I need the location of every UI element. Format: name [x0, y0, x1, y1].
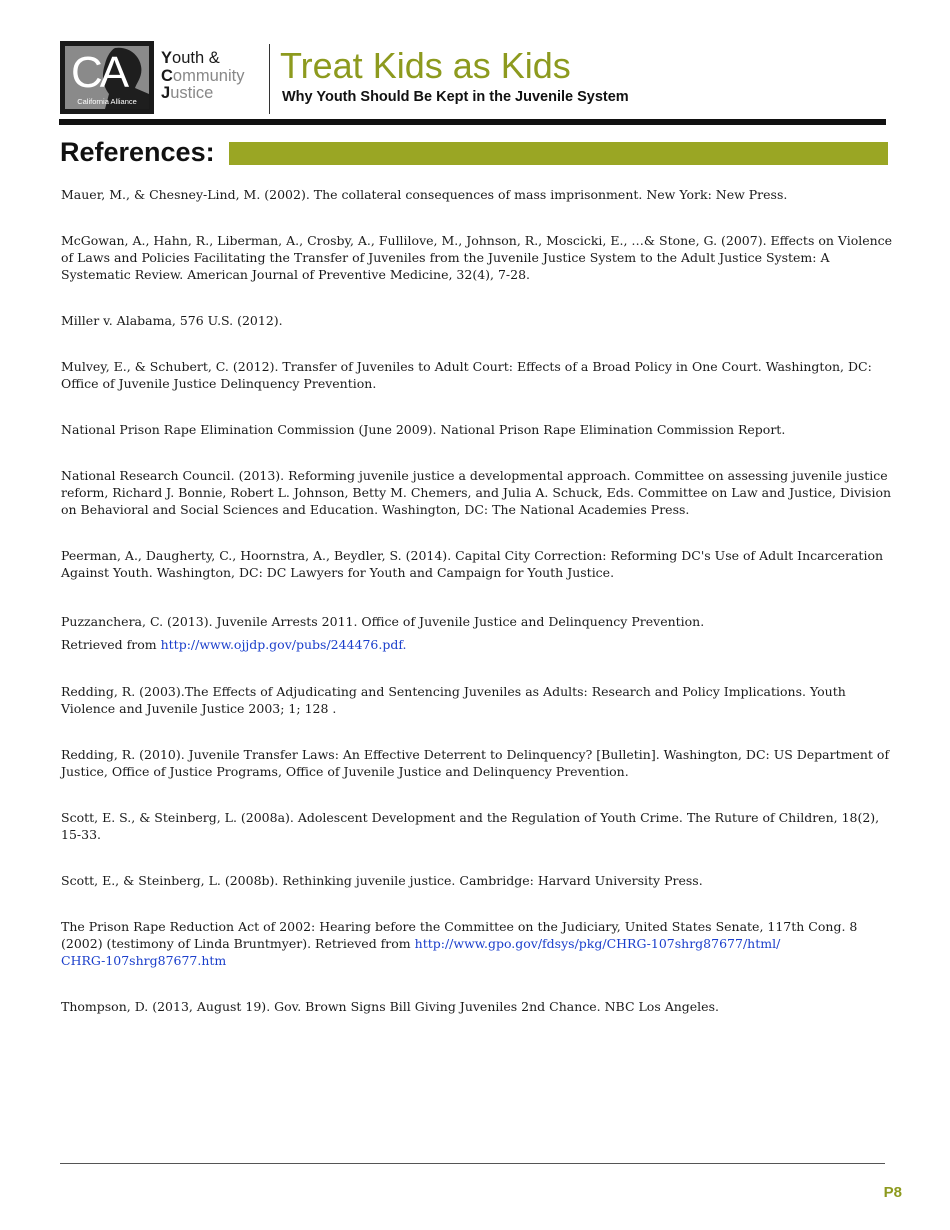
document-title: Treat Kids as Kids	[280, 45, 571, 86]
reference-retrieved: Retrieved from	[61, 637, 161, 652]
org-line-community: ommunity	[172, 66, 245, 85]
reference-text: The Prison Rape Reduction Act of 2002: Hearing before the Committee on the Judiciary, United States Senate, 117th Cong. 8 (2002) (testimony of Linda Bruntmyer). Retrieved from	[61, 919, 858, 951]
reference-item: Mauer, M., & Chesney-Lind, M. (2002). The collateral consequences of mass imprisonment. New York: New Press.	[61, 187, 788, 202]
section-heading: References:	[60, 137, 215, 167]
logo-letters: CA	[71, 48, 127, 97]
reference-link[interactable]: http://www.gpo.gov/fdsys/pkg/CHRG-107shrg87677/html/	[414, 936, 781, 951]
header-rule	[59, 119, 886, 125]
reference-link-continued[interactable]: CHRG-107shrg87677.htm	[61, 953, 227, 968]
reference-item: National Research Council. (2013). Reforming juvenile justice a developmental approach. Committee on assessing juvenile justice reform, Richard J. Bonnie, Robert L. Johnson, Betty M. Chemers, and Julia A. Schuck, Eds. Committee on Law and Justice, Division on Behavioral and Social Sciences and Education. Washington, DC: The National Academies Press.	[61, 468, 892, 517]
reference-item: Thompson, D. (2013, August 19). Gov. Brown Signs Bill Giving Juveniles 2nd Chance. NBC Los Angeles.	[61, 999, 719, 1014]
ca-logo	[60, 41, 154, 114]
org-initial-c: C	[161, 66, 173, 85]
section-accent-bar	[229, 142, 888, 165]
document-subtitle: Why Youth Should Be Kept in the Juvenile System	[282, 89, 629, 105]
reference-list	[61, 186, 893, 1044]
reference-item: Scott, E. S., & Steinberg, L. (2008a). Adolescent Development and the Regulation of Youth Crime. The Ruture of Children, 18(2), 15-33.	[61, 810, 880, 842]
reference-item	[61, 918, 893, 969]
org-initial-y: Y	[161, 49, 173, 67]
logo-subtitle: California Alliance	[77, 97, 137, 106]
logo-image	[65, 46, 149, 109]
reference-item: National Prison Rape Elimination Commission (June 2009). National Prison Rape Elimination Commission Report.	[61, 422, 786, 437]
org-line-justice: ustice	[170, 84, 214, 102]
reference-item: Scott, E., & Steinberg, L. (2008b). Rethinking juvenile justice. Cambridge: Harvard University Press.	[61, 873, 703, 888]
reference-item: Redding, R. (2010). Juvenile Transfer Laws: An Effective Deterrent to Delinquency? [Bulletin]. Washington, DC: US Department of Justice, Office of Justice Programs, Office of Juvenile Justice and Delinquency Prevention.	[61, 747, 890, 779]
org-name	[161, 50, 244, 103]
page-header	[60, 41, 890, 115]
header-divider	[269, 44, 270, 114]
reference-item	[61, 610, 893, 656]
reference-text: Puzzanchera, C. (2013). Juvenile Arrests 2011. Office of Juvenile Justice and Delinquency Prevention.	[61, 614, 705, 629]
org-initial-j: J	[161, 84, 171, 102]
reference-item: Miller v. Alabama, 576 U.S. (2012).	[61, 313, 283, 328]
footer-rule	[60, 1163, 885, 1164]
reference-link[interactable]: http://www.ojjdp.gov/pubs/244476.pdf.	[160, 637, 407, 652]
reference-item: Peerman, A., Daugherty, C., Hoornstra, A., Beydler, S. (2014). Capital City Correction: Reforming DC's Use of Adult Incarceration Against Youth. Washington, DC: DC Lawyers for Youth and Campaign for Youth Justice.	[61, 548, 884, 580]
org-line-youth: outh &	[172, 49, 220, 67]
reference-item: McGowan, A., Hahn, R., Liberman, A., Crosby, A., Fullilove, M., Johnson, R., Moscicki, E., …& Stone, G. (2007). Effects on Violence of Laws and Policies Facilitating the Transfer of Juveniles from the Juvenile Justice System to the Adult Justice System: A Systematic Review. American Journal of Preventive Medicine, 32(4), 7-28.	[61, 233, 893, 282]
page-number: P8	[883, 1184, 902, 1201]
reference-item: Redding, R. (2003).The Effects of Adjudicating and Sentencing Juveniles as Adults: Research and Policy Implications. Youth Violence and Juvenile Justice 2003; 1; 128 .	[61, 684, 846, 716]
reference-item: Mulvey, E., & Schubert, C. (2012). Transfer of Juveniles to Adult Court: Effects of a Broad Policy in One Court. Washington, DC: Office of Juvenile Justice Delinquency Prevention.	[61, 359, 872, 391]
